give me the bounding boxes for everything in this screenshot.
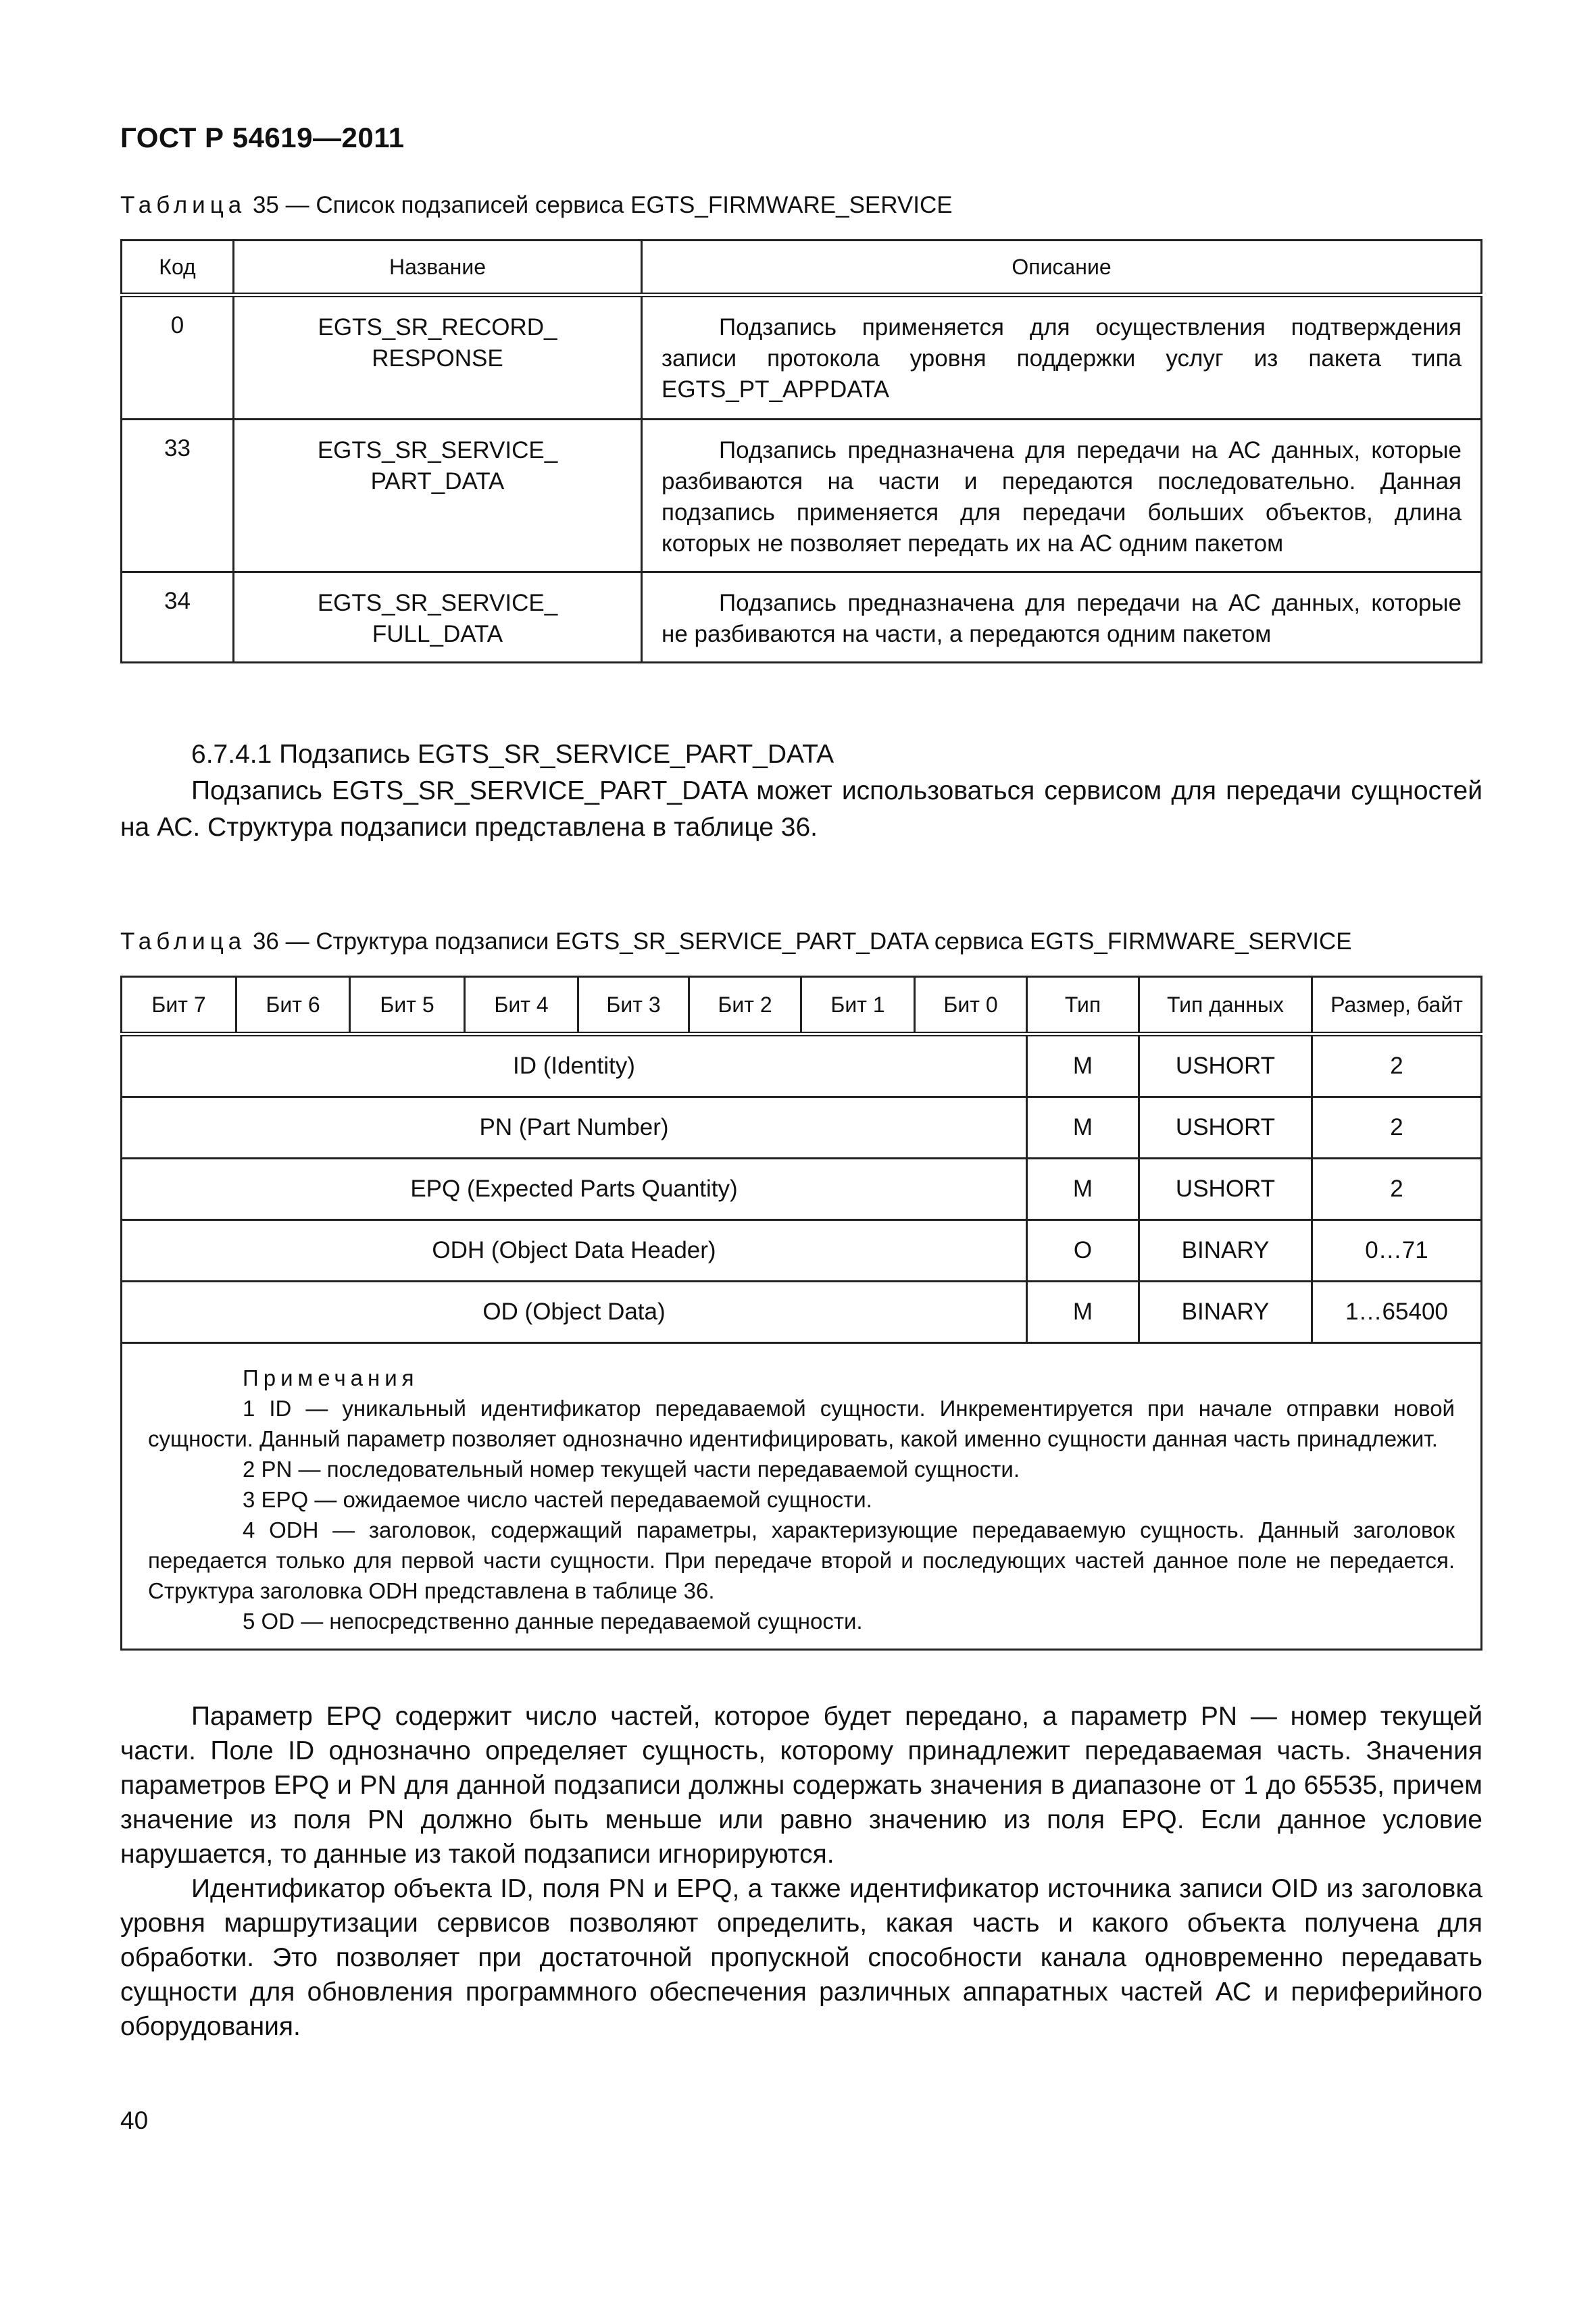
table36-cell-size: 2 [1312,1034,1482,1097]
table36-cell-field: ID (Identity) [122,1034,1027,1097]
table36-cell-size: 0…71 [1312,1220,1482,1282]
table36-header-bit0: Бит 0 [915,977,1027,1034]
table36-header-size: Размер, байт [1312,977,1482,1034]
table35-cell-code: 34 [122,572,234,663]
body-paragraph: Параметр EPQ содержит число частей, которое будет передано, а параметр PN — номер текущей части. Поле ID однозначно определяет сущность, которому принадлежит передаваемая часть. Значения параметров EPQ и PN для данной подзаписи должны содержать значения в диапазоне от 1 до 65535, причем значение из поля PN должно быть меньше или равно значению из поля EPQ. Если данное условие нарушается, то данные из такой подзаписи игнорируются. [120,1702,1482,1869]
table-row [122,572,1482,663]
table35-header-code: Код [122,241,234,295]
table35-cell-description [642,420,1482,572]
section-title: 6.7.4.1 Подзапись EGTS_SR_SERVICE_PART_DATA [191,740,834,769]
document-page [120,122,1482,2044]
table36-notes-row [122,1343,1482,1650]
table35-description-text: Подзапись предназначена для передачи на АС данных, которые разбиваются на части и передаются последовательно. Данная подзапись применяется для передачи больших объектов, длина которых не позволяет передать их на АС одним пакетом [662,437,1462,557]
notes-title: Примечания [243,1365,419,1390]
table36-cell-size: 2 [1312,1097,1482,1159]
table36-notes [122,1343,1482,1650]
table36-cell-field: EPQ (Expected Parts Quantity) [122,1159,1027,1220]
table36-header-bit6: Бит 6 [236,977,350,1034]
table36-cell-type: O [1027,1220,1139,1282]
table36-cell-size: 1…65400 [1312,1282,1482,1343]
table36-cell-data-type: BINARY [1139,1282,1312,1343]
document-header: ГОСТ Р 54619—2011 [120,122,405,153]
table35-name-line: PART_DATA [370,468,505,495]
table36-caption [120,928,1482,955]
table35-cell-description [642,295,1482,420]
table-row [122,1220,1482,1282]
table36-header-type: Тип [1027,977,1139,1034]
note-item: 4 ODH — заголовок, содержащий параметры, характеризующие передаваемую сущность. Данный заголовок передается только для первой части сущности. При передаче второй и последующих частей данное поле не передается. Структура заголовка ODH представлена в таблице 36. [148,1517,1455,1603]
table36-header-bit1: Бит 1 [801,977,915,1034]
table-row [122,1097,1482,1159]
note-item: 1 ID — уникальный идентификатор передаваемой сущности. Инкрементируется при начале отправки новой сущности. Данный параметр позволяет однозначно идентифицировать, какой именно сущности данная часть принадлежит. [148,1396,1455,1451]
table36-header-bit4: Бит 4 [465,977,578,1034]
table-row [122,1034,1482,1097]
table36-header-bit3: Бит 3 [578,977,689,1034]
table35-caption [120,192,1482,219]
table36-cell-size: 2 [1312,1159,1482,1220]
section-text: Подзапись EGTS_SR_SERVICE_PART_DATA может использоваться сервисом для передачи сущностей на АС. Структура подзаписи представлена в таблице 36. [120,776,1482,842]
table-row [122,1159,1482,1220]
table36-cell-data-type: USHORT [1139,1034,1312,1097]
table36-cell-type: M [1027,1097,1139,1159]
table36-cell-type: M [1027,1159,1139,1220]
table36-cell-field: OD (Object Data) [122,1282,1027,1343]
page-number: 40 [120,2107,149,2134]
table36-header-bit7: Бит 7 [122,977,236,1034]
table35-header-row [122,241,1482,295]
note-item: 5 OD — непосредственно данные передаваемой сущности. [243,1609,863,1634]
table35-caption-prefix: Таблица [120,192,247,218]
table35-cell-name [234,295,642,420]
table35-cell-name [234,572,642,663]
table36-header-row [122,977,1482,1034]
table36-header-bit2: Бит 2 [689,977,801,1034]
table35-name-line: FULL_DATA [372,621,503,647]
note-item: 3 EPQ — ожидаемое число частей передаваемой сущности. [243,1487,872,1512]
table36-header-bit5: Бит 5 [350,977,465,1034]
table35-cell-code: 0 [122,295,234,420]
table35-cell-name [234,420,642,572]
table36-caption-text: 36 — Структура подзаписи EGTS_SR_SERVICE_PART_DATA сервиса EGTS_FIRMWARE_SERVICE [246,928,1352,955]
table35-name-line: EGTS_SR_RECORD_ [318,314,557,341]
table36-cell-type: M [1027,1282,1139,1343]
table36-cell-field: PN (Part Number) [122,1097,1027,1159]
table-row [122,1282,1482,1343]
table35-cell-description [642,572,1482,663]
table35-cell-code: 33 [122,420,234,572]
table35-header-name: Название [234,241,642,295]
table36-cell-field: ODH (Object Data Header) [122,1220,1027,1282]
table36-cell-data-type: BINARY [1139,1220,1312,1282]
table35-header-description: Описание [642,241,1482,295]
note-item: 2 PN — последовательный номер текущей части передаваемой сущности. [243,1457,1020,1482]
table-row [122,420,1482,572]
table35-description-text: Подзапись предназначена для передачи на АС данных, которые не разбиваются на части, а передаются одним пакетом [662,590,1462,647]
table36 [120,976,1482,1651]
table36-cell-data-type: USHORT [1139,1159,1312,1220]
table-row [122,295,1482,420]
table36-cell-type: M [1027,1034,1139,1097]
table36-cell-data-type: USHORT [1139,1097,1312,1159]
table35-description-text: Подзапись применяется для осуществления подтверждения записи протокола уровня поддержки услуг из пакета типа EGTS_PT_APPDATA [662,314,1462,403]
table35-name-line: EGTS_SR_SERVICE_ [317,590,558,616]
table36-caption-prefix: Таблица [120,928,247,955]
table36-header-data-type: Тип данных [1139,977,1312,1034]
table35-name-line: EGTS_SR_SERVICE_ [317,437,558,463]
body-paragraph: Идентификатор объекта ID, поля PN и EPQ, а также идентификатор источника записи OID из заголовка уровня маршрутизации сервисов позволяют определить, какая часть и какого объекта получена для обработки. Это позволяет при достаточной пропускной способности канала одновременно передавать сущности для обновления программного обеспечения различных аппаратных частей АС и периферийного оборудования. [120,1874,1482,2041]
table35-caption-text: 35 — Список подзаписей сервиса EGTS_FIRMWARE_SERVICE [246,192,953,218]
table35-name-line: RESPONSE [372,345,503,372]
table35 [120,239,1482,663]
